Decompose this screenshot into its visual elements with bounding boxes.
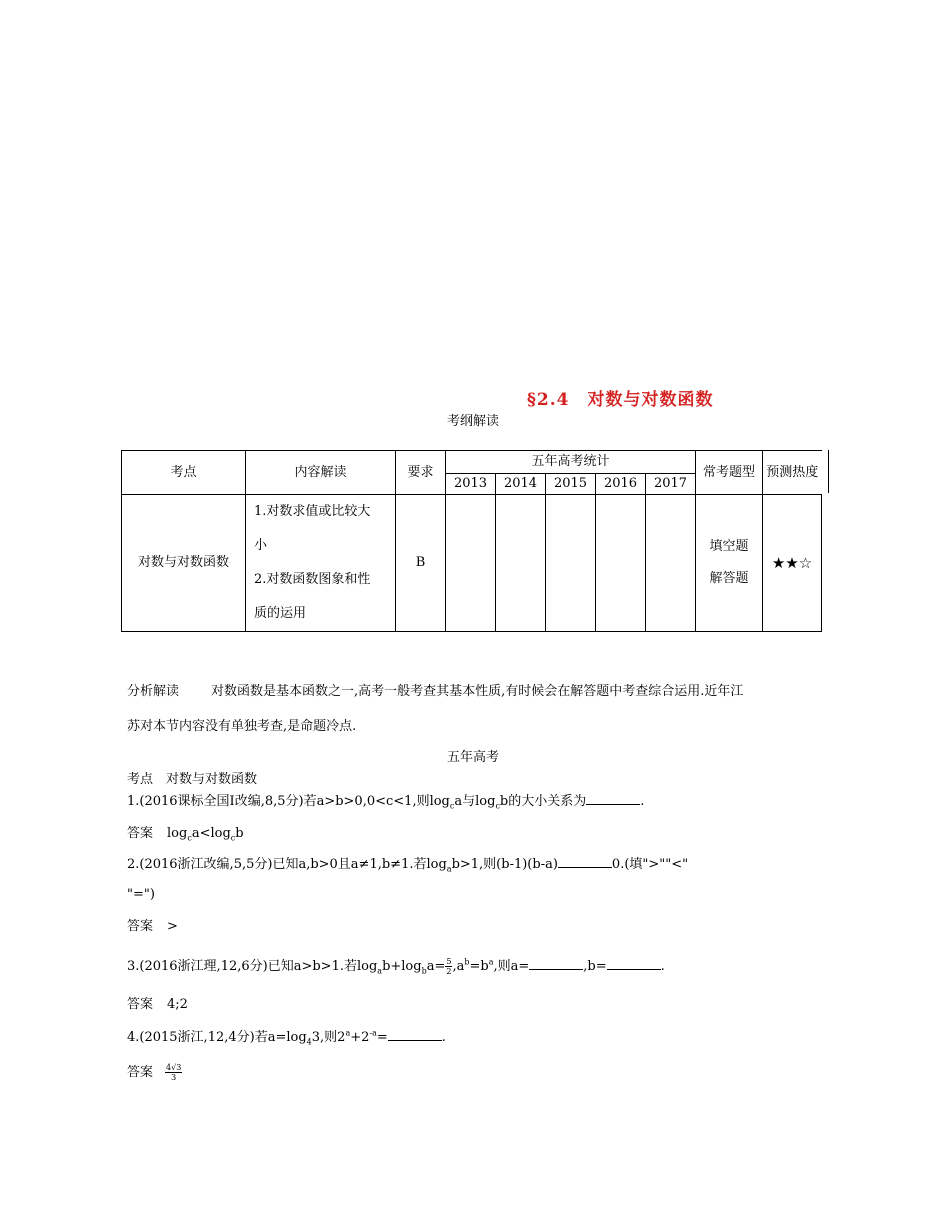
q1-text: a与log bbox=[454, 794, 496, 809]
header-requirement: 要求 bbox=[396, 451, 446, 495]
answer-1 bbox=[127, 822, 244, 843]
q3-sub: b bbox=[421, 966, 427, 976]
answer-blank bbox=[586, 792, 640, 805]
q1-sub: c bbox=[449, 801, 455, 811]
header-heat: 预测热度 bbox=[763, 451, 822, 495]
analysis-line-2: 苏对本节内容没有单独考查,是命题冷点. bbox=[127, 719, 357, 734]
cell-year-empty bbox=[446, 495, 496, 632]
q3-text: ,则a= bbox=[493, 959, 530, 974]
frac-den: 3 bbox=[171, 1073, 177, 1082]
q1-text: 1.(2016课标全国Ⅰ改编,8,5分)若a>b>0,0<c<1,则log bbox=[127, 794, 450, 809]
type-line: 解答题 bbox=[709, 571, 749, 586]
q3-sub: a bbox=[377, 966, 383, 976]
q4-sup: -a bbox=[369, 1028, 377, 1038]
q3-text: a= bbox=[426, 959, 446, 974]
cell-year-empty bbox=[596, 495, 646, 632]
q4-text: . bbox=[441, 1030, 446, 1045]
answer-3 bbox=[127, 993, 188, 1012]
header-year: 2014 bbox=[496, 474, 546, 495]
question-2 bbox=[127, 853, 688, 874]
cell-heat-stars: ★★☆ bbox=[763, 495, 822, 632]
type-line: 填空题 bbox=[709, 539, 749, 554]
q4-sub: 4 bbox=[306, 1037, 312, 1047]
q3-text: 3.(2016浙江理,12,6分)已知a>b>1.若log bbox=[127, 959, 378, 974]
q2-sub: a bbox=[446, 864, 452, 874]
answer-label: 答案 bbox=[127, 919, 154, 934]
answer-label: 答案 bbox=[127, 1065, 154, 1080]
question-4 bbox=[127, 1026, 446, 1047]
syllabus-table bbox=[121, 450, 822, 632]
q2-text: 2.(2016浙江改编,5,5分)已知a,b>0且a≠1,b≠1.若log bbox=[127, 857, 447, 872]
a1-text: log bbox=[167, 826, 188, 841]
q3-text: b+log bbox=[382, 959, 422, 974]
syllabus-heading: 考纲解读 bbox=[447, 414, 500, 429]
a1-sub: c bbox=[230, 833, 236, 843]
q1-sub: c bbox=[495, 801, 500, 811]
answer-value: 4;2 bbox=[167, 997, 188, 1012]
frac-num: 4√3 bbox=[166, 1063, 182, 1072]
answer-label: 答案 bbox=[127, 997, 154, 1012]
a1-text: b bbox=[235, 826, 244, 841]
cell-type bbox=[696, 495, 763, 632]
cell-kaodian: 对数与对数函数 bbox=[122, 495, 246, 632]
analysis-text: 对数函数是基本函数之一,高考一般考查其基本性质,有时候会在解答题中考查综合运用.近年江 bbox=[211, 684, 744, 699]
q3-sup: a bbox=[488, 957, 494, 967]
question-2-cont: "=") bbox=[127, 887, 155, 902]
analysis-label: 分析解读 bbox=[127, 684, 180, 699]
q1-text: b的大小关系为 bbox=[499, 794, 587, 809]
cell-requirement: B bbox=[396, 495, 446, 632]
content-line: 小 bbox=[254, 538, 268, 553]
content-line: 2.对数函数图象和性 bbox=[254, 572, 371, 587]
question-1 bbox=[127, 790, 644, 811]
fraction bbox=[165, 1063, 182, 1082]
question-3 bbox=[127, 955, 665, 976]
a1-sub: c bbox=[187, 833, 192, 843]
q2-text: b>1,则(b-1)(b-a) bbox=[451, 857, 558, 872]
answer-blank bbox=[388, 1028, 442, 1041]
frac-den: 2 bbox=[446, 967, 452, 976]
section-title: §2.4 对数与对数函数 bbox=[527, 390, 714, 410]
five-year-heading: 五年高考 bbox=[447, 750, 500, 765]
content-line: 质的运用 bbox=[254, 606, 307, 621]
q3-text: ,b= bbox=[583, 959, 607, 974]
q3-text: =b bbox=[469, 959, 489, 974]
cell-year-empty bbox=[646, 495, 696, 632]
header-year: 2015 bbox=[546, 474, 596, 495]
header-content: 内容解读 bbox=[246, 451, 396, 495]
q3-text: ,a bbox=[452, 959, 465, 974]
kaodian-line: 考点 对数与对数函数 bbox=[127, 772, 258, 787]
table-border-stub bbox=[828, 450, 829, 493]
q4-sup: a bbox=[345, 1028, 351, 1038]
header-year: 2017 bbox=[646, 474, 696, 495]
q2-text: 0.(填">""<" bbox=[611, 857, 689, 872]
header-kaodian: 考点 bbox=[122, 451, 246, 495]
answer-label: 答案 bbox=[127, 826, 154, 841]
answer-blank bbox=[529, 957, 583, 970]
header-type: 常考题型 bbox=[696, 451, 763, 495]
q3-sup: b bbox=[464, 957, 470, 967]
q4-text: 4.(2015浙江,12,4分)若a=log bbox=[127, 1030, 307, 1045]
frac-num: 5 bbox=[446, 957, 452, 966]
answer-2 bbox=[127, 915, 178, 934]
q3-text: . bbox=[660, 959, 665, 974]
answer-blank bbox=[558, 855, 612, 868]
cell-content bbox=[246, 495, 396, 632]
header-year: 2016 bbox=[596, 474, 646, 495]
answer-value: > bbox=[167, 919, 178, 934]
content-line: 1.对数求值或比较大 bbox=[254, 504, 371, 519]
q4-text: 3,则2 bbox=[311, 1030, 346, 1045]
answer-blank bbox=[607, 957, 661, 970]
header-year: 2013 bbox=[446, 474, 496, 495]
q1-text: . bbox=[640, 794, 645, 809]
answer-4 bbox=[127, 1061, 182, 1082]
q4-text: = bbox=[376, 1030, 388, 1045]
analysis-line-1 bbox=[127, 680, 743, 699]
q4-text: +2 bbox=[350, 1030, 370, 1045]
cell-year-empty bbox=[496, 495, 546, 632]
a1-text: a<log bbox=[191, 826, 231, 841]
cell-year-empty bbox=[546, 495, 596, 632]
header-stats: 五年高考统计 bbox=[446, 451, 696, 474]
